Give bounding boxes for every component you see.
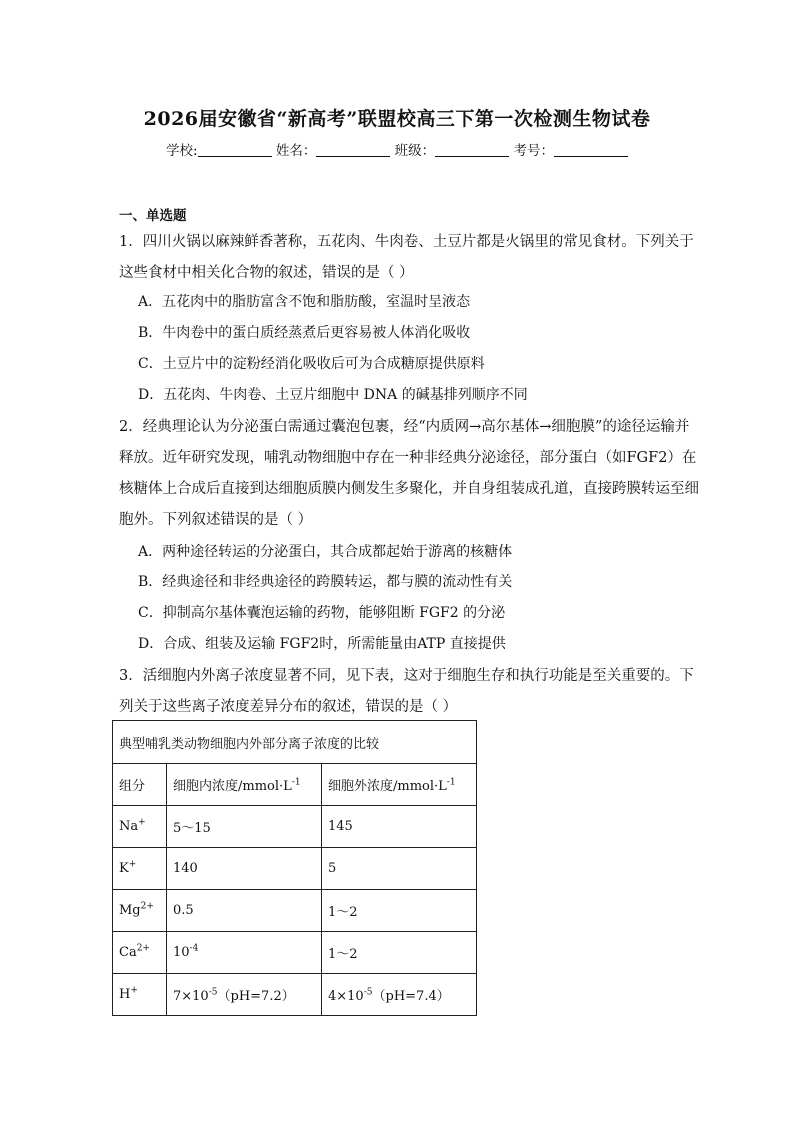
outside-cell: 1～2 — [322, 890, 477, 932]
q2-option-d: D．合成、组装及运输 FGF2时，所需能量由ATP 直接提供 — [138, 636, 506, 652]
ion-cell: H+ — [113, 974, 167, 1016]
name-label: 姓名： — [275, 143, 317, 159]
outside-cell: 145 — [322, 806, 477, 848]
school-blank[interactable] — [198, 144, 272, 157]
inside-cell: 0.5 — [167, 890, 322, 932]
q2-option-c: C．抑制高尔基体囊泡运输的药物，能够阻断 FGF2 的分泌 — [138, 605, 506, 621]
section-heading: 一、单选题 — [119, 208, 187, 224]
q1-option-c: C．土豆片中的淀粉经消化吸收后可为合成糖原提供原料 — [138, 356, 485, 372]
exam-number-label: 考号： — [513, 143, 554, 159]
outside-cell: 5 — [322, 848, 477, 890]
inside-cell: 5～15 — [167, 806, 322, 848]
class-label: 班级： — [394, 143, 436, 159]
table-caption: 典型哺乳类动物细胞内外部分离子浓度的比较 — [113, 721, 477, 764]
header-outside: 细胞外浓度$/mmol\cdot L^{-1}$ — [322, 764, 477, 806]
q3-stem-line: 3．活细胞内外离子浓度显著不同，见下表，这对于细胞生存和执行功能是至关重要的。下 — [119, 668, 694, 684]
ion-cell: $Ca^{2+}$ — [113, 932, 167, 974]
inside-cell: 140 — [167, 848, 322, 890]
q3-stem-line: 列关于这些离子浓度差异分布的叙述，错误的是（ ） — [119, 699, 458, 715]
inside-cell: $10^{-4}$ — [167, 932, 322, 974]
q2-option-b: B．经典途径和非经典途径的跨膜转运，都与膜的流动性有关 — [138, 574, 513, 590]
outside-cell: 1～2 — [322, 932, 477, 974]
table-row — [113, 932, 477, 974]
q1-stem-line: 这些食材中相关化合物的叙述，错误的是（ ） — [119, 265, 414, 281]
table-row — [113, 890, 477, 932]
q1-option-d: D．五花肉、牛肉卷、土豆片细胞中 DNA 的碱基排列顺序不同 — [138, 387, 528, 403]
ion-cell: K+ — [113, 848, 167, 890]
table-row — [113, 806, 477, 848]
q1-option-a: A．五花肉中的脂肪富含不饱和脂肪酸，室温时呈液态 — [138, 294, 471, 310]
header-inside: 细胞内浓度$/mmol\cdot L^{-1}$ — [167, 764, 322, 806]
school-label: 学校: — [166, 143, 198, 159]
table-row — [113, 974, 477, 1016]
outside-cell: $4\times 10^{-5}(pH=7.4)$ — [322, 974, 477, 1016]
q2-stem-line: 胞外。下列叙述错误的是（ ） — [119, 512, 313, 528]
name-blank[interactable] — [316, 144, 390, 157]
inside-cell: $7\times 10^{-5}(pH=7.2)$ — [167, 974, 322, 1016]
q2-stem-line: 释放。近年研究发现，哺乳动物细胞中存在一种非经典分泌途径，部分蛋白（如FGF2）在 — [119, 450, 697, 466]
class-blank[interactable] — [435, 144, 509, 157]
q1-option-b: B．牛肉卷中的蛋白质经蒸煮后更容易被人体消化吸收 — [138, 325, 471, 341]
ion-cell: $Mg^{2+}$ — [113, 890, 167, 932]
q2-stem-line: 2．经典理论认为分泌蛋白需通过囊泡包裹，经“内质网→高尔基体→细胞膜”的途径运输并 — [119, 419, 690, 435]
student-info-line — [0, 139, 794, 159]
header-component: 组分 — [113, 764, 167, 806]
ion-concentration-table — [112, 720, 477, 1016]
table-row — [113, 848, 477, 890]
exam-title: 2026届安徽省“新高考”联盟校高三下第一次检测生物试卷 — [143, 108, 651, 130]
ion-cell: Na+ — [113, 806, 167, 848]
table-header-row — [113, 764, 477, 806]
q1-stem-line: 1．四川火锅以麻辣鲜香著称，五花肉、牛肉卷、土豆片都是火锅里的常见食材。下列关于 — [119, 234, 694, 250]
q2-option-a: A．两种途径转运的分泌蛋白，其合成都起始于游离的核糖体 — [138, 544, 513, 560]
exam-number-blank[interactable] — [554, 144, 628, 157]
q2-stem-line: 核糖体上合成后直接到达细胞质膜内侧发生多聚化，并自身组装成孔道，直接跨膜转运至细 — [119, 481, 699, 497]
